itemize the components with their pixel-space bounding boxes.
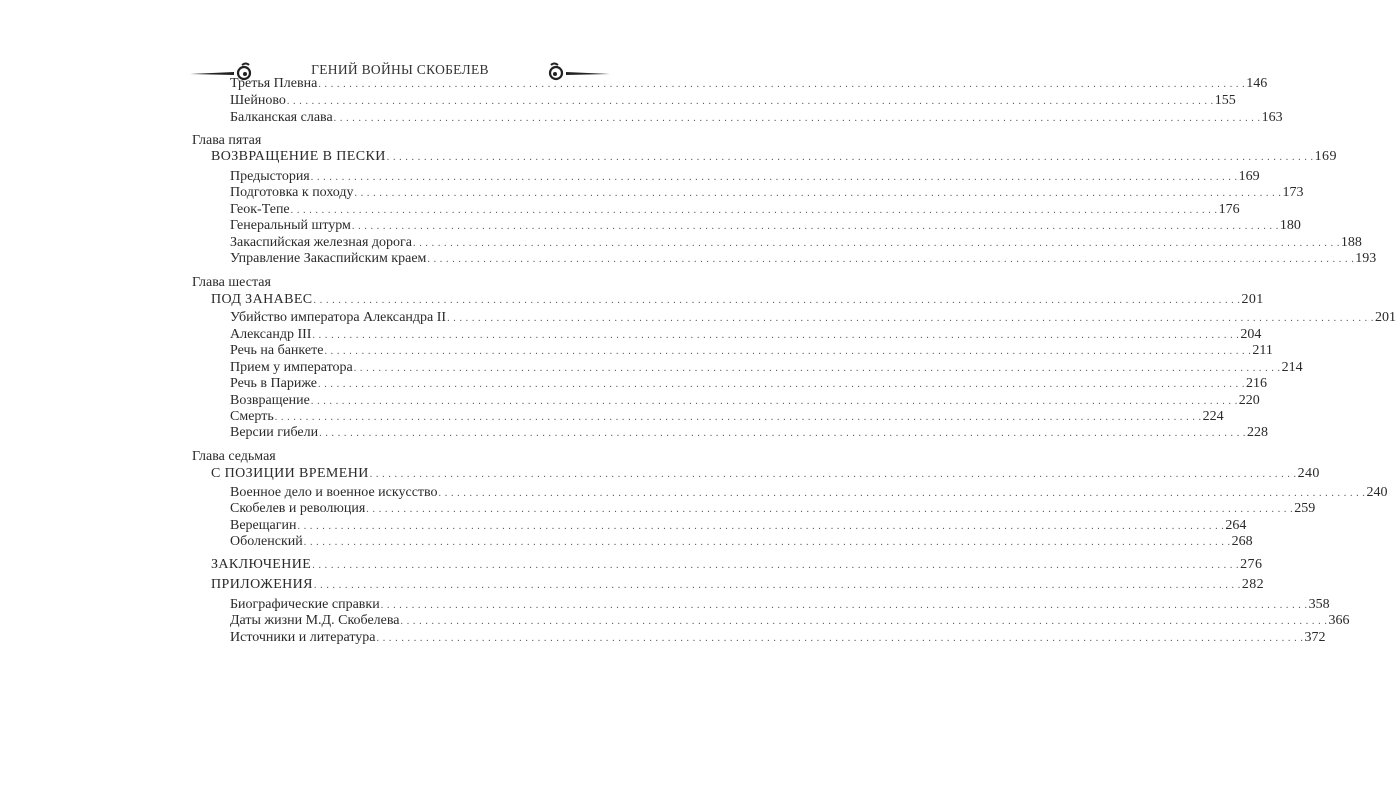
toc-entry[interactable] [230,630,1326,647]
dot-leader: . . . . . . . . . . . . . . . . . . . . . . . . . . . . . . . . . . . . . . . . . . . . . . . . . . . . . . . . . . . . . . . . . . . . . . . . . . . . . . . . . . . . . . . . . . . . . . . . . . . . . . . . . . . . . . . . . . . . . . . . . . . . . . . . . . . . . . . . . . . . . . . . . . . . . . [303,537,1231,548]
page-number: 211 [1252,343,1273,358]
dot-leader: . . . . . . . . . . . . . . . . . . . . . . . . . . . . . . . . . . . . . . . . . . . . . . . . . . . . . . . . . . . . . . . . . . . . . . . . . . . . . . . . . . . . . . . . . . . . . . . . . . . . . . . . . . . . . . . . . . . . . . . . . . . . . . . . . . . . . . . . . . . . . . . . . . . . . . [438,488,1366,499]
entry-text: Верещагин [230,518,297,533]
page-number: 169 [1238,169,1260,184]
toc-entry[interactable] [230,501,1316,518]
toc-entry[interactable] [230,93,1236,110]
toc-entry[interactable] [230,534,1253,551]
entry-text: Оболенский [230,534,303,549]
page-number: 228 [1247,425,1269,440]
chapter-label: Глава шестая [192,275,271,290]
page-number: 193 [1355,251,1377,266]
dot-leader: . . . . . . . . . . . . . . . . . . . . . . . . . . . . . . . . . . . . . . . . . . . . . . . . . . . . . . . . . . . . . . . . . . . . . . . . . . . . . . . . . . . . . . . . . . . . . . . . . . . . . . . . . . . . . . . . . . . . . . . . . . . . . . . . . . . . . . . . . . . . . . . . . . . . . . [312,560,1240,571]
entry-text: Речь в Париже [230,376,318,391]
chapter-title-entry[interactable] [211,149,1337,166]
toc-entry[interactable] [230,597,1330,614]
page-number: 220 [1238,393,1260,408]
page-number: 358 [1308,597,1330,612]
entry-text: Скобелев и революция [230,501,366,516]
chapter-title-entry[interactable] [211,292,1264,309]
chapter-title-entry[interactable] [211,577,1265,594]
dot-leader: . . . . . . . . . . . . . . . . . . . . . . . . . . . . . . . . . . . . . . . . . . . . . . . . . . . . . . . . . . . . . . . . . . . . . . . . . . . . . . . . . . . . . . . . . . . . . . . . . . . . . . . . . . . . . . . . . . . . . . . . . . . . . . . . . . . . . . . . . . . . . . . . . . . . . . [318,79,1246,90]
entry-text: Прием у императора [230,360,353,375]
page-number: 188 [1340,235,1362,250]
page-number: 259 [1294,501,1316,516]
dot-leader: . . . . . . . . . . . . . . . . . . . . . . . . . . . . . . . . . . . . . . . . . . . . . . . . . . . . . . . . . . . . . . . . . . . . . . . . . . . . . . . . . . . . . . . . . . . . . . . . . . . . . . . . . . . . . . . . . . . . . . . . . . . . . . . . . . . . . . . . . . . . . . . . . . . . . . [413,238,1340,249]
dot-leader: . . . . . . . . . . . . . . . . . . . . . . . . . . . . . . . . . . . . . . . . . . . . . . . . . . . . . . . . . . . . . . . . . . . . . . . . . . . . . . . . . . . . . . . . . . . . . . . . . . . . . . . . . . . . . . . . . . . . . . . . . . . . . . . . . . . . . . . . . . . . . . . . . . . . . . [286,96,1214,107]
page-number: 180 [1279,218,1301,233]
dot-leader: . . . . . . . . . . . . . . . . . . . . . . . . . . . . . . . . . . . . . . . . . . . . . . . . . . . . . . . . . . . . . . . . . . . . . . . . . . . . . . . . . . . . . . . . . . . . . . . . . . . . . . . . . . . . . . . . . . . . . . . . . . . . . . . . . . . . . . . . . . . . . . . . . . . . . . [427,254,1355,265]
page-number: 264 [1225,518,1247,533]
toc-entry[interactable] [230,310,1396,327]
dot-leader: . . . . . . . . . . . . . . . . . . . . . . . . . . . . . . . . . . . . . . . . . . . . . . . . . . . . . . . . . . . . . . . . . . . . . . . . . . . . . . . . . . . . . . . . . . . . . . . . . . . . . . . . . . . . . . . . . . . . . . . . . . . . . . . . . . . . . . . . . . . . . . . . . . . . . . [376,633,1304,644]
page-number: 214 [1281,360,1303,375]
entry-text: Даты жизни М.Д. Скобелева [230,613,400,628]
dot-leader: . . . . . . . . . . . . . . . . . . . . . . . . . . . . . . . . . . . . . . . . . . . . . . . . . . . . . . . . . . . . . . . . . . . . . . . . . . . . . . . . . . . . . . . . . . . . . . . . . . . . . . . . . . . . . . . . . . . . . . . . . . . . . . . . . . . . . . . . . . . . . . . . . . . . . . [313,295,1241,306]
dot-leader: . . . . . . . . . . . . . . . . . . . . . . . . . . . . . . . . . . . . . . . . . . . . . . . . . . . . . . . . . . . . . . . . . . . . . . . . . . . . . . . . . . . . . . . . . . . . . . . . . . . . . . . . . . . . . . . . . . . . . . . . . . . . . . . . . . . . . . . . . . . . . . . . . . . . . . [400,616,1328,627]
chapter-label: Глава пятая [192,133,262,148]
entry-text: Версии гибели [230,425,319,440]
page-number: 224 [1202,409,1224,424]
dot-leader: . . . . . . . . . . . . . . . . . . . . . . . . . . . . . . . . . . . . . . . . . . . . . . . . . . . . . . . . . . . . . . . . . . . . . . . . . . . . . . . . . . . . . . . . . . . . . . . . . . . . . . . . . . . . . . . . . . . . . . . . . . . . . . . . . . . . . . . . . . . . . . . . . . . . . . [369,469,1297,480]
entry-text: ВОЗВРАЩЕНИЕ В ПЕСКИ [211,149,386,164]
page-number: 146 [1246,76,1268,91]
toc-entry[interactable] [230,327,1262,344]
entry-text: Управление Закаспийским краем [230,251,427,266]
page-number: 372 [1304,630,1326,645]
entry-text: Убийство императора Александра II [230,310,447,325]
toc-entry[interactable] [230,376,1267,393]
page-number: 268 [1231,534,1253,549]
page-number: 163 [1261,110,1283,125]
entry-text: ПОД ЗАНАВЕС [211,292,313,307]
dot-leader: . . . . . . . . . . . . . . . . . . . . . . . . . . . . . . . . . . . . . . . . . . . . . . . . . . . . . . . . . . . . . . . . . . . . . . . . . . . . . . . . . . . . . . . . . . . . . . . . . . . . . . . . . . . . . . . . . . . . . . . . . . . . . . . . . . . . . . . . . . . . . . . . . . . . . . [319,428,1247,439]
toc-entry[interactable] [230,485,1388,502]
toc-entry[interactable] [230,76,1268,93]
toc-entry[interactable] [230,185,1304,202]
entry-text: Смерть [230,409,274,424]
dot-leader: . . . . . . . . . . . . . . . . . . . . . . . . . . . . . . . . . . . . . . . . . . . . . . . . . . . . . . . . . . . . . . . . . . . . . . . . . . . . . . . . . . . . . . . . . . . . . . . . . . . . . . . . . . . . . . . . . . . . . . . . . . . . . . . . . . . . . . . . . . . . . . . . . . . . . . [313,580,1241,591]
dot-leader: . . . . . . . . . . . . . . . . . . . . . . . . . . . . . . . . . . . . . . . . . . . . . . . . . . . . . . . . . . . . . . . . . . . . . . . . . . . . . . . . . . . . . . . . . . . . . . . . . . . . . . . . . . . . . . . . . . . . . . . . . . . . . . . . . . . . . . . . . . . . . . . . . . . . . . [366,504,1294,515]
dot-leader: . . . . . . . . . . . . . . . . . . . . . . . . . . . . . . . . . . . . . . . . . . . . . . . . . . . . . . . . . . . . . . . . . . . . . . . . . . . . . . . . . . . . . . . . . . . . . . . . . . . . . . . . . . . . . . . . . . . . . . . . . . . . . . . . . . . . . . . . . . . . . . . . . . . . . . [290,205,1218,216]
toc-entry[interactable] [230,518,1247,535]
dot-leader: . . . . . . . . . . . . . . . . . . . . . . . . . . . . . . . . . . . . . . . . . . . . . . . . . . . . . . . . . . . . . . . . . . . . . . . . . . . . . . . . . . . . . . . . . . . . . . . . . . . . . . . . . . . . . . . . . . . . . . . . . . . . . . . . . . . . . . . . . . . . . . . . . . . . . . [333,113,1261,124]
toc-entry[interactable] [230,110,1283,127]
dot-leader: . . . . . . . . . . . . . . . . . . . . . . . . . . . . . . . . . . . . . . . . . . . . . . . . . . . . . . . . . . . . . . . . . . . . . . . . . . . . . . . . . . . . . . . . . . . . . . . . . . . . . . . . . . . . . . . . . . . . . . . . . . . . . . . . . . . . . . . . . . . . . . . . . . . . . . [353,363,1281,374]
page-number: 201 [1374,310,1396,325]
entry-text: Геок-Тепе [230,202,290,217]
toc-entry[interactable] [230,360,1303,377]
page-number: 216 [1245,376,1267,391]
page-number: 176 [1218,202,1240,217]
entry-text: Балканская слава [230,110,333,125]
toc-entry[interactable] [230,409,1224,426]
toc-entry[interactable] [230,343,1273,360]
toc-entry[interactable] [230,613,1350,630]
chapter-title-entry[interactable] [211,466,1320,483]
dot-leader: . . . . . . . . . . . . . . . . . . . . . . . . . . . . . . . . . . . . . . . . . . . . . . . . . . . . . . . . . . . . . . . . . . . . . . . . . . . . . . . . . . . . . . . . . . . . . . . . . . . . . . . . . . . . . . . . . . . . . . . . . . . . . . . . . . . . . . . . . . . . . . . . . . . . . . [310,396,1238,407]
page-number: 276 [1240,557,1263,572]
entry-text: Военное дело и военное искусство [230,485,438,500]
dot-leader: . . . . . . . . . . . . . . . . . . . . . . . . . . . . . . . . . . . . . . . . . . . . . . . . . . . . . . . . . . . . . . . . . . . . . . . . . . . . . . . . . . . . . . . . . . . . . . . . . . . . . . . . . . . . . . . . . . . . . . . . . . . . . . . . . . . . . . . . . . . . . . . . . . . . . . [351,221,1279,232]
entry-text: Закаспийская железная дорога [230,235,413,250]
page-number: 240 [1297,466,1320,481]
page-number: 169 [1314,149,1337,164]
toc-entry[interactable] [230,218,1301,235]
page-number: 366 [1328,613,1350,628]
toc-entry[interactable] [230,235,1362,252]
entry-text: Предыстория [230,169,310,184]
dot-leader: . . . . . . . . . . . . . . . . . . . . . . . . . . . . . . . . . . . . . . . . . . . . . . . . . . . . . . . . . . . . . . . . . . . . . . . . . . . . . . . . . . . . . . . . . . . . . . . . . . . . . . . . . . . . . . . . . . . . . . . . . . . . . . . . . . . . . . . . . . . . . . . . . . . . . . [310,172,1238,183]
dot-leader: . . . . . . . . . . . . . . . . . . . . . . . . . . . . . . . . . . . . . . . . . . . . . . . . . . . . . . . . . . . . . . . . . . . . . . . . . . . . . . . . . . . . . . . . . . . . . . . . . . . . . . . . . . . . . . . . . . . . . . . . . . . . . . . . . . . . . . . . . . . . . . . . . . . . . . [386,152,1314,163]
header-title: ГЕНИЙ ВОЙНЫ СКОБЕЛЕВ [311,62,489,77]
page-number: 204 [1240,327,1262,342]
page-number: 282 [1241,577,1265,592]
entry-text: Источники и литература [230,630,376,645]
dot-leader: . . . . . . . . . . . . . . . . . . . . . . . . . . . . . . . . . . . . . . . . . . . . . . . . . . . . . . . . . . . . . . . . . . . . . . . . . . . . . . . . . . . . . . . . . . . . . . . . . . . . . . . . . . . . . . . . . . . . . . . . . . . . . . . . . . . . . . . . . . . . . . . . . . . . . . [380,600,1308,611]
dot-leader: . . . . . . . . . . . . . . . . . . . . . . . . . . . . . . . . . . . . . . . . . . . . . . . . . . . . . . . . . . . . . . . . . . . . . . . . . . . . . . . . . . . . . . . . . . . . . . . . . . . . . . . . . . . . . . . . . . . . . . . . . . . . . . . . . . . . . . . . . . . . . . . . . . . . . . [324,346,1252,357]
page-number: 173 [1282,185,1304,200]
page-number: 201 [1241,292,1264,307]
dot-leader: . . . . . . . . . . . . . . . . . . . . . . . . . . . . . . . . . . . . . . . . . . . . . . . . . . . . . . . . . . . . . . . . . . . . . . . . . . . . . . . . . . . . . . . . . . . . . . . . . . . . . . . . . . . . . . . . . . . . . . . . . . . . . . . . . . . . . . . . . . . . . . . . . . . . . . [312,330,1240,341]
entry-text: Генеральный штурм [230,218,351,233]
entry-text: С ПОЗИЦИИ ВРЕМЕНИ [211,466,369,481]
entry-text: Александр III [230,327,312,342]
entry-text: ЗАКЛЮЧЕНИЕ [211,557,312,572]
dot-leader: . . . . . . . . . . . . . . . . . . . . . . . . . . . . . . . . . . . . . . . . . . . . . . . . . . . . . . . . . . . . . . . . . . . . . . . . . . . . . . . . . . . . . . . . . . . . . . . . . . . . . . . . . . . . . . . . . . . . . . . . . . . . . . . . . . . . . . . . . . . . . . . . . . . . . . [354,188,1282,199]
toc-entry[interactable] [230,425,1269,442]
dot-leader: . . . . . . . . . . . . . . . . . . . . . . . . . . . . . . . . . . . . . . . . . . . . . . . . . . . . . . . . . . . . . . . . . . . . . . . . . . . . . . . . . . . . . . . . . . . . . . . . . . . . . . . . . . . . . . . . . . . . . . . . . . . . . . . . . . . . . . . . . . . . . . . . . . . . . . [297,521,1225,532]
toc-entry[interactable] [230,393,1260,410]
entry-text: Шейново [230,93,286,108]
chapter-title-entry[interactable] [211,557,1263,574]
dot-leader: . . . . . . . . . . . . . . . . . . . . . . . . . . . . . . . . . . . . . . . . . . . . . . . . . . . . . . . . . . . . . . . . . . . . . . . . . . . . . . . . . . . . . . . . . . . . . . . . . . . . . . . . . . . . . . . . . . . . . . . . . . . . . . . . . . . . . . . . . . . . . . . . . . . . . . [447,313,1374,324]
chapter-label: Глава седьмая [192,449,276,464]
entry-text: Третья Плевна [230,76,318,91]
page-number: 155 [1214,93,1236,108]
entry-text: Биографические справки [230,597,380,612]
entry-text: Речь на банкете [230,343,324,358]
dot-leader: . . . . . . . . . . . . . . . . . . . . . . . . . . . . . . . . . . . . . . . . . . . . . . . . . . . . . . . . . . . . . . . . . . . . . . . . . . . . . . . . . . . . . . . . . . . . . . . . . . . . . . . . . . . . . . . . . . . . . . . . . . . . . . . . . . . . . . . . . . . . . . . . . . . . . . [318,379,1245,390]
entry-text: Возвращение [230,393,310,408]
page-number: 240 [1366,485,1388,500]
entry-text: ПРИЛОЖЕНИЯ [211,577,313,592]
dot-leader: . . . . . . . . . . . . . . . . . . . . . . . . . . . . . . . . . . . . . . . . . . . . . . . . . . . . . . . . . . . . . . . . . . . . . . . . . . . . . . . . . . . . . . . . . . . . . . . . . . . . . . . . . . . . . . . . . . . . . . . . . . . . . . . . . . . . . . . . . . . . . . . . . . . . . . [274,412,1202,423]
entry-text: Подготовка к походу [230,185,354,200]
toc-entry[interactable] [230,202,1240,219]
toc-entry[interactable] [230,169,1260,186]
toc-entry[interactable] [230,251,1377,268]
